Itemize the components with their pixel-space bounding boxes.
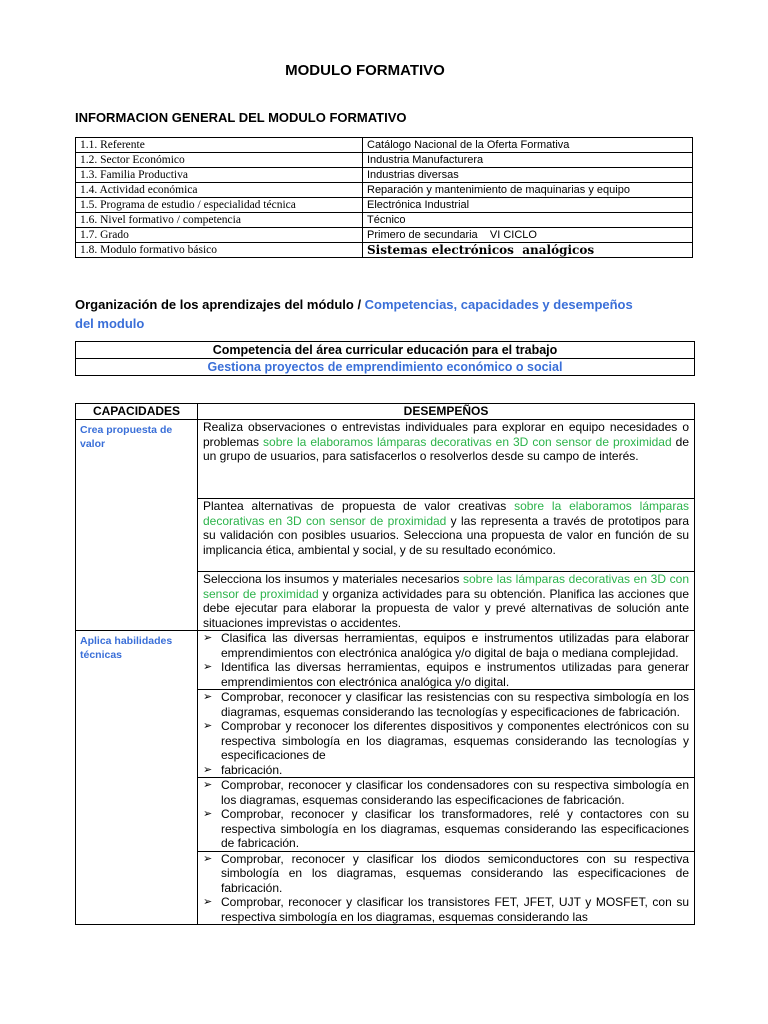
- competence-table: [75, 341, 695, 376]
- desempeno-text-part: Selecciona los insumos y materiales necesarios: [203, 572, 463, 586]
- bullet-list: [203, 778, 689, 851]
- list-item: [203, 660, 689, 689]
- organization-heading-text: Organización de los aprendizajes del módulo /: [75, 297, 365, 312]
- organization-heading: [75, 295, 645, 333]
- list-item: [203, 778, 689, 807]
- list-item-text: Comprobar, reconocer y clasificar los transformadores, relé y contactores con su respectiva simbología en los diagramas, esquemas considerando las especificaciones de fabricación.: [221, 807, 689, 850]
- table-row: [76, 168, 693, 183]
- info-value: Electrónica Industrial: [363, 198, 693, 213]
- arrow-bullet-icon: ➢: [203, 632, 213, 644]
- desempeno-text-part: Plantea alternativas de propuesta de valor creativas: [203, 499, 515, 513]
- arrow-bullet-icon: ➢: [203, 808, 213, 820]
- info-value: Industrias diversas: [363, 168, 693, 183]
- capacities-header: CAPACIDADES: [76, 404, 198, 420]
- desempeno-cell: [198, 690, 695, 778]
- desempeno-text-part: y las representa a través de prototipos para su validación con posibles usuarios. Selecciona una propuesta de valor en función de su implicancia ética, ambiental y social, y de su resultado económico.: [203, 513, 690, 557]
- desempeno-highlight: sobre la elaboramos lámparas decorativas en 3D con sensor de proximidad: [203, 499, 689, 528]
- table-row: [76, 138, 693, 153]
- general-info-table: [75, 137, 693, 258]
- arrow-bullet-icon: ➢: [203, 779, 213, 791]
- info-value: Primero de secundaria VI CICLO: [363, 228, 693, 243]
- info-value: Industria Manufacturera: [363, 153, 693, 168]
- list-item-text: Comprobar, reconocer y clasificar las resistencias con su respectiva simbología en los diagramas, esquemas considerando las tecnologías y especificaciones de fabricación.: [221, 690, 689, 719]
- bullet-list: [203, 690, 689, 777]
- info-key: 1.7. Grado: [76, 228, 363, 243]
- info-key: 1.1. Referente: [76, 138, 363, 153]
- desempeno-cell: [198, 499, 695, 572]
- list-item-text: Clasifica las diversas herramientas, equipos e instrumentos utilizadas para elaborar emprendimientos con electrónica analógica y/o digital de baja o mediana complejidad.: [221, 631, 689, 660]
- desempeno-highlight: sobre la elaboramos lámparas decorativas en 3D con sensor de proximidad: [263, 434, 672, 449]
- list-item-text: fabricación.: [221, 762, 283, 777]
- document-title: MODULO FORMATIVO: [285, 62, 445, 79]
- info-heading: INFORMACION GENERAL DEL MODULO FORMATIVO: [75, 110, 407, 125]
- list-item: [203, 895, 689, 924]
- list-item: [203, 852, 689, 896]
- desempeno-cell: [198, 631, 695, 690]
- arrow-bullet-icon: ➢: [203, 661, 213, 673]
- list-item: [203, 690, 689, 719]
- table-row: [76, 183, 693, 198]
- desempeno-cell: [198, 420, 695, 499]
- arrow-bullet-icon: ➢: [203, 720, 213, 732]
- capacities-table: [75, 403, 695, 925]
- list-item-text: Identifica las diversas herramientas, equipos e instrumentos utilizadas para generar emprendimientos con electrónica analógica y/o digital.: [221, 660, 689, 689]
- list-item: [203, 719, 689, 763]
- desempeno-text: [203, 572, 689, 630]
- bullet-list: [203, 631, 689, 689]
- desempeno-cell: [198, 572, 695, 631]
- desempenos-header: DESEMPEÑOS: [198, 404, 695, 420]
- bullet-list: [203, 852, 689, 925]
- info-key: 1.3. Familia Productiva: [76, 168, 363, 183]
- table-row: [76, 153, 693, 168]
- arrow-bullet-icon: ➢: [203, 763, 213, 776]
- table-row: [76, 213, 693, 228]
- desempeno-text: [203, 499, 689, 557]
- list-item-text: Comprobar, reconocer y clasificar los condensadores con su respectiva simbología en los diagramas, esquemas considerando las especificaciones de fabricación.: [221, 778, 689, 807]
- competence-value: Gestiona proyectos de emprendimiento económico o social: [76, 359, 695, 376]
- info-key: 1.8. Modulo formativo básico: [76, 243, 363, 258]
- desempeno-text-part: de un grupo de usuarios, para satisfacerlos o resolverlos desde su campo de interés.: [203, 434, 689, 463]
- info-value: Sistemas electrónicos analógicos: [363, 243, 693, 258]
- list-item-text: Comprobar, reconocer y clasificar los transistores FET, JFET, UJT y MOSFET, con su respectiva simbología en los diagramas, esquemas considerando las: [221, 895, 689, 924]
- list-item: [203, 763, 689, 778]
- list-item-text: Comprobar y reconocer los diferentes dispositivos y componentes electrónicos con su respectiva simbología en los diagramas, esquemas considerando las tecnologías y especificaciones de: [221, 719, 689, 762]
- info-key: 1.4. Actividad económica: [76, 183, 363, 198]
- desempeno-text-part: Realiza observaciones o entrevistas individuales para explorar en equipo necesidades o problemas: [203, 420, 689, 449]
- list-item: [203, 807, 689, 851]
- list-item: [203, 631, 689, 660]
- desempeno-cell: [198, 851, 695, 925]
- desempeno-text: [203, 420, 689, 464]
- capacity-aplica-habilidades: Aplica habilidades técnicas: [76, 631, 198, 925]
- info-value: Técnico: [363, 213, 693, 228]
- table-row: [76, 198, 693, 213]
- info-key: 1.6. Nivel formativo / competencia: [76, 213, 363, 228]
- desempeno-text-part: y organiza actividades para su obtención. Planifica las acciones que debe ejecutar para elaborar la propuesta de valor y prevé alternativas de solución ante situaciones imprevistas o accidentes.: [203, 586, 689, 630]
- arrow-bullet-icon: ➢: [203, 691, 213, 703]
- desempeno-cell: [198, 778, 695, 852]
- competence-header: Competencia del área curricular educación para el trabajo: [76, 342, 695, 359]
- capacity-crea-propuesta: Crea propuesta de valor: [76, 420, 198, 631]
- table-row: [76, 243, 693, 258]
- arrow-bullet-icon: ➢: [203, 896, 213, 908]
- info-value: Reparación y mantenimiento de maquinarias y equipo: [363, 183, 693, 198]
- organization-heading-link-text: Competencias, capacidades y desempeños del modulo: [75, 297, 633, 331]
- info-key: 1.2. Sector Económico: [76, 153, 363, 168]
- table-row: [76, 228, 693, 243]
- arrow-bullet-icon: ➢: [203, 852, 213, 865]
- desempeno-highlight: sobre las lámparas decorativas en 3D con sensor de proximidad: [203, 572, 689, 601]
- info-value: Catálogo Nacional de la Oferta Formativa: [363, 138, 693, 153]
- info-key: 1.5. Programa de estudio / especialidad técnica: [76, 198, 363, 213]
- list-item-text: Comprobar, reconocer y clasificar los diodos semiconductores con su respectiva simbología en los diagramas, esquemas considerando las especificaciones de fabricación.: [221, 851, 689, 895]
